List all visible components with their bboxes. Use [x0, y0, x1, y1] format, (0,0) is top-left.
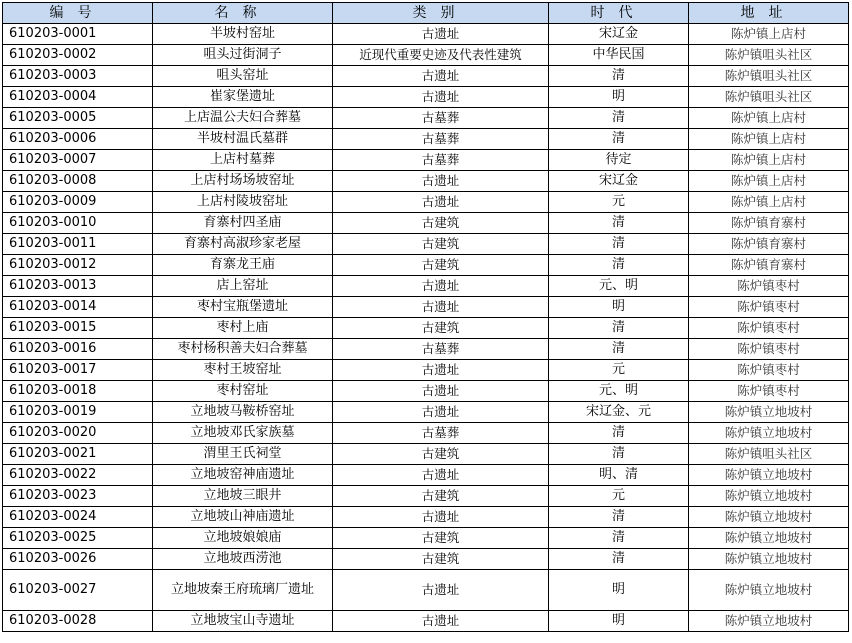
- cell-era: 中华民国: [549, 45, 689, 66]
- table-row: [3, 45, 849, 66]
- cell-code: 610203-0002: [3, 45, 153, 66]
- cell-era: 宋辽金、元: [549, 402, 689, 423]
- cell-category: 古墓葬: [333, 129, 549, 150]
- cell-address: 陈炉镇上店村: [689, 192, 849, 213]
- cell-name: 立地坡秦王府琉璃厂遗址: [153, 570, 333, 611]
- cell-address: 陈炉镇枣村: [689, 381, 849, 402]
- cell-category: 古建筑: [333, 486, 549, 507]
- cell-category: 古建筑: [333, 234, 549, 255]
- cell-category: 古遗址: [333, 402, 549, 423]
- cell-era: 清: [549, 339, 689, 360]
- table-header-row: [3, 3, 849, 24]
- cell-era: 清: [549, 528, 689, 549]
- cell-address: 陈炉镇枣村: [689, 360, 849, 381]
- header-name: 名称: [153, 3, 333, 24]
- cell-name: 立地坡窑神庙遗址: [153, 465, 333, 486]
- cell-name: 崔家堡遗址: [153, 87, 333, 108]
- cell-address: 陈炉镇立地坡村: [689, 465, 849, 486]
- table-row: [3, 213, 849, 234]
- table-row: [3, 129, 849, 150]
- cell-name: 枣村王坡窑址: [153, 360, 333, 381]
- cell-category: 古遗址: [333, 192, 549, 213]
- table-row: [3, 66, 849, 87]
- cell-name: 半坡村温氏墓群: [153, 129, 333, 150]
- cell-address: 陈炉镇立地坡村: [689, 611, 849, 632]
- table-row: [3, 24, 849, 45]
- cell-address: 陈炉镇咀头社区: [689, 87, 849, 108]
- cell-era: 清: [549, 423, 689, 444]
- cell-era: 清: [549, 318, 689, 339]
- cell-era: 清: [549, 234, 689, 255]
- cell-code: 610203-0028: [3, 611, 153, 632]
- table-row: [3, 276, 849, 297]
- table-row: [3, 339, 849, 360]
- table-row: [3, 234, 849, 255]
- cell-era: 清: [549, 507, 689, 528]
- cell-code: 610203-0003: [3, 66, 153, 87]
- table-row: [3, 444, 849, 465]
- cell-code: 610203-0015: [3, 318, 153, 339]
- cell-name: 枣村窑址: [153, 381, 333, 402]
- cell-category: 古遗址: [333, 381, 549, 402]
- cell-name: 育寨龙王庙: [153, 255, 333, 276]
- cell-era: 元: [549, 486, 689, 507]
- cell-name: 店上窑址: [153, 276, 333, 297]
- cell-name: 枣村杨积善夫妇合葬墓: [153, 339, 333, 360]
- cell-address: 陈炉镇立地坡村: [689, 486, 849, 507]
- cell-code: 610203-0016: [3, 339, 153, 360]
- table-row: [3, 381, 849, 402]
- cell-era: 明: [549, 87, 689, 108]
- cell-code: 610203-0022: [3, 465, 153, 486]
- cell-era: 待定: [549, 150, 689, 171]
- cell-category: 古遗址: [333, 570, 549, 611]
- cell-code: 610203-0020: [3, 423, 153, 444]
- cell-name: 立地坡西涝池: [153, 549, 333, 570]
- cell-address: 陈炉镇咀头社区: [689, 66, 849, 87]
- cell-category: 古建筑: [333, 318, 549, 339]
- cell-address: 陈炉镇上店村: [689, 108, 849, 129]
- cell-address: 陈炉镇枣村: [689, 276, 849, 297]
- cell-name: 立地坡宝山寺遗址: [153, 611, 333, 632]
- table-row: [3, 549, 849, 570]
- cell-era: 明、清: [549, 465, 689, 486]
- cell-era: 元: [549, 360, 689, 381]
- cell-category: 古遗址: [333, 297, 549, 318]
- table-row: [3, 423, 849, 444]
- cell-era: 元、明: [549, 276, 689, 297]
- cell-address: 陈炉镇上店村: [689, 129, 849, 150]
- cell-address: 陈炉镇枣村: [689, 339, 849, 360]
- cell-code: 610203-0026: [3, 549, 153, 570]
- cell-category: 古建筑: [333, 213, 549, 234]
- cell-name: 上店村场场坡窑址: [153, 171, 333, 192]
- cell-address: 陈炉镇上店村: [689, 171, 849, 192]
- cell-name: 立地坡邓氏家族墓: [153, 423, 333, 444]
- cell-code: 610203-0017: [3, 360, 153, 381]
- cell-code: 610203-0006: [3, 129, 153, 150]
- cell-category: 古遗址: [333, 360, 549, 381]
- cell-address: 陈炉镇立地坡村: [689, 549, 849, 570]
- cell-name: 育寨村高淑珍家老屋: [153, 234, 333, 255]
- cell-category: 古建筑: [333, 528, 549, 549]
- cell-address: 陈炉镇枣村: [689, 297, 849, 318]
- cell-category: 近现代重要史迹及代表性建筑: [333, 45, 549, 66]
- cell-code: 610203-0004: [3, 87, 153, 108]
- table-row: [3, 465, 849, 486]
- cell-address: 陈炉镇立地坡村: [689, 570, 849, 611]
- cell-era: 清: [549, 255, 689, 276]
- table-row: [3, 87, 849, 108]
- cell-address: 陈炉镇咀头社区: [689, 45, 849, 66]
- cell-name: 上店温公夫妇合葬墓: [153, 108, 333, 129]
- cell-era: 清: [549, 549, 689, 570]
- table-row: [3, 528, 849, 549]
- cell-code: 610203-0011: [3, 234, 153, 255]
- cell-code: 610203-0001: [3, 24, 153, 45]
- table-row: [3, 255, 849, 276]
- cell-era: 清: [549, 66, 689, 87]
- cell-category: 古遗址: [333, 276, 549, 297]
- cell-name: 上店村陵坡窑址: [153, 192, 333, 213]
- cell-category: 古遗址: [333, 87, 549, 108]
- header-era: 时代: [549, 3, 689, 24]
- cell-address: 陈炉镇立地坡村: [689, 528, 849, 549]
- cell-code: 610203-0012: [3, 255, 153, 276]
- cell-era: 宋辽金: [549, 24, 689, 45]
- cell-name: 立地坡山神庙遗址: [153, 507, 333, 528]
- table-row: [3, 318, 849, 339]
- header-code: 编号: [3, 3, 153, 24]
- cell-name: 上店村墓葬: [153, 150, 333, 171]
- table-row: [3, 297, 849, 318]
- cell-era: 清: [549, 444, 689, 465]
- cell-category: 古建筑: [333, 255, 549, 276]
- table-row: [3, 570, 849, 611]
- cell-name: 咀头过街洞子: [153, 45, 333, 66]
- table-row: [3, 402, 849, 423]
- cell-code: 610203-0021: [3, 444, 153, 465]
- cell-address: 陈炉镇上店村: [689, 150, 849, 171]
- cell-category: 古墓葬: [333, 339, 549, 360]
- cell-name: 半坡村窑址: [153, 24, 333, 45]
- cell-address: 陈炉镇立地坡村: [689, 507, 849, 528]
- cell-address: 陈炉镇立地坡村: [689, 423, 849, 444]
- cell-era: 清: [549, 129, 689, 150]
- cell-address: 陈炉镇上店村: [689, 24, 849, 45]
- cell-category: 古遗址: [333, 24, 549, 45]
- table-row: [3, 108, 849, 129]
- cell-name: 育寨村四圣庙: [153, 213, 333, 234]
- table-row: [3, 171, 849, 192]
- cell-name: 渭里王氏祠堂: [153, 444, 333, 465]
- cell-code: 610203-0009: [3, 192, 153, 213]
- cell-code: 610203-0027: [3, 570, 153, 611]
- cell-name: 立地坡三眼井: [153, 486, 333, 507]
- cell-era: 宋辽金: [549, 171, 689, 192]
- cell-category: 古建筑: [333, 444, 549, 465]
- table-row: [3, 360, 849, 381]
- cell-name: 枣村上庙: [153, 318, 333, 339]
- cell-category: 古墓葬: [333, 108, 549, 129]
- cell-name: 枣村宝瓶堡遗址: [153, 297, 333, 318]
- table-row: [3, 150, 849, 171]
- table-body: [3, 24, 849, 632]
- cell-code: 610203-0025: [3, 528, 153, 549]
- cell-era: 清: [549, 108, 689, 129]
- cell-code: 610203-0010: [3, 213, 153, 234]
- cell-category: 古遗址: [333, 611, 549, 632]
- cell-category: 古遗址: [333, 66, 549, 87]
- header-category: 类别: [333, 3, 549, 24]
- heritage-table: [2, 2, 849, 632]
- cell-era: 明: [549, 297, 689, 318]
- table-row: [3, 507, 849, 528]
- cell-era: 清: [549, 213, 689, 234]
- cell-address: 陈炉镇枣村: [689, 318, 849, 339]
- cell-code: 610203-0024: [3, 507, 153, 528]
- cell-code: 610203-0007: [3, 150, 153, 171]
- cell-code: 610203-0013: [3, 276, 153, 297]
- cell-era: 明: [549, 570, 689, 611]
- cell-name: 立地坡马鞍桥窑址: [153, 402, 333, 423]
- cell-category: 古墓葬: [333, 150, 549, 171]
- cell-address: 陈炉镇育寨村: [689, 255, 849, 276]
- cell-era: 元、明: [549, 381, 689, 402]
- cell-code: 610203-0014: [3, 297, 153, 318]
- table-row: [3, 192, 849, 213]
- header-address: 地址: [689, 3, 849, 24]
- cell-name: 咀头窑址: [153, 66, 333, 87]
- cell-category: 古遗址: [333, 507, 549, 528]
- cell-address: 陈炉镇咀头社区: [689, 444, 849, 465]
- cell-category: 古遗址: [333, 171, 549, 192]
- cell-address: 陈炉镇立地坡村: [689, 402, 849, 423]
- cell-era: 明: [549, 611, 689, 632]
- cell-code: 610203-0008: [3, 171, 153, 192]
- cell-era: 元: [549, 192, 689, 213]
- table-row: [3, 486, 849, 507]
- cell-name: 立地坡娘娘庙: [153, 528, 333, 549]
- table-row: [3, 611, 849, 632]
- cell-address: 陈炉镇育寨村: [689, 213, 849, 234]
- cell-code: 610203-0019: [3, 402, 153, 423]
- cell-category: 古建筑: [333, 549, 549, 570]
- cell-address: 陈炉镇育寨村: [689, 234, 849, 255]
- cell-category: 古墓葬: [333, 423, 549, 444]
- cell-category: 古遗址: [333, 465, 549, 486]
- cell-code: 610203-0023: [3, 486, 153, 507]
- cell-code: 610203-0018: [3, 381, 153, 402]
- cell-code: 610203-0005: [3, 108, 153, 129]
